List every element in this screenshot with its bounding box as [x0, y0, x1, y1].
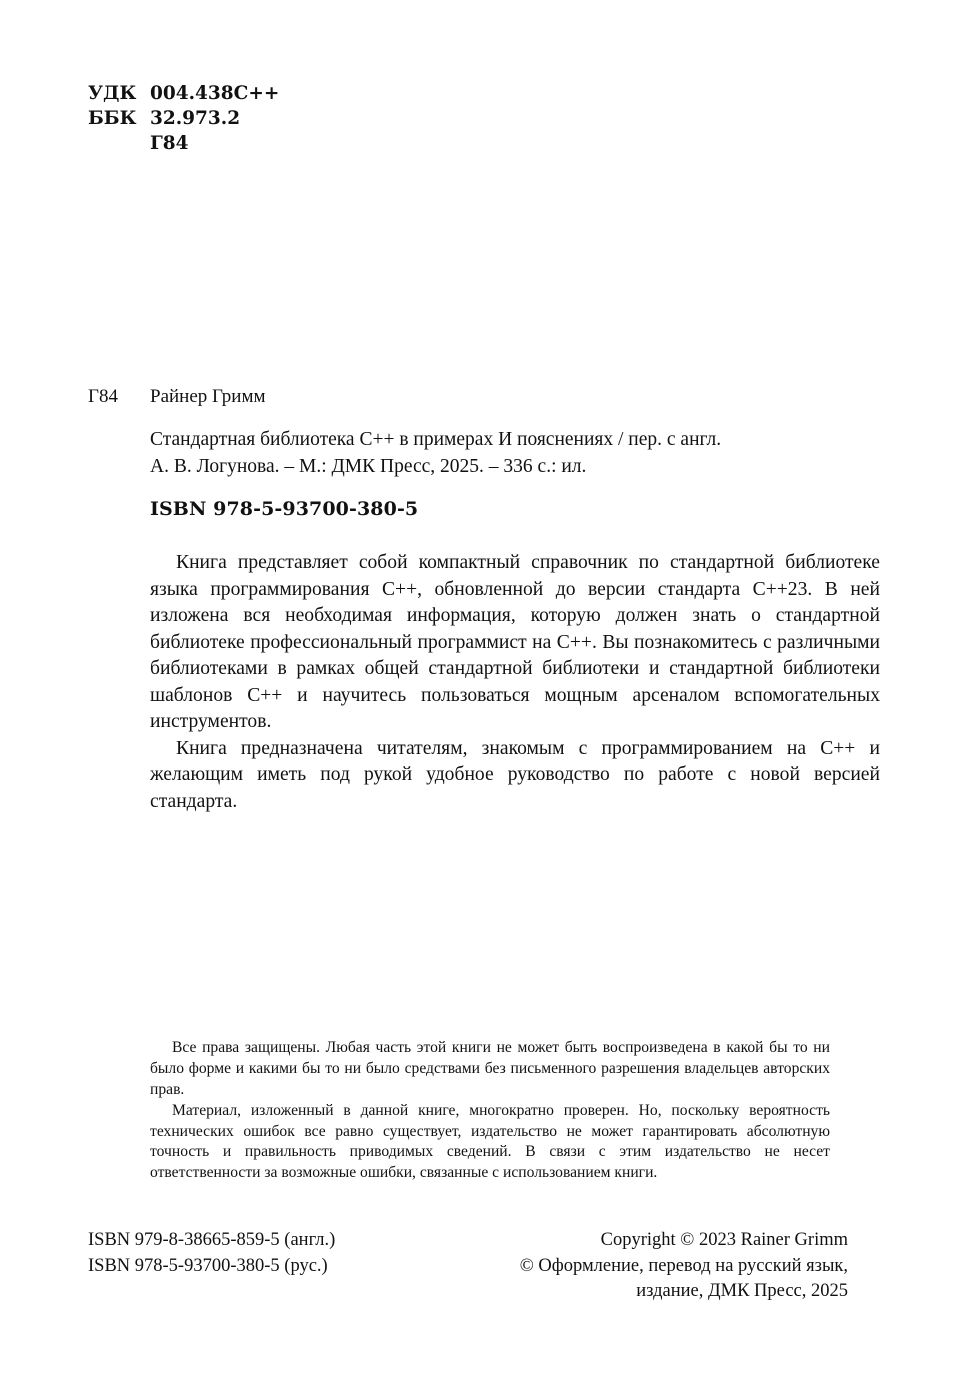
- record-description-line-1: Стандартная библиотека C++ в примерах И пояснениях / пер. с англ.: [150, 428, 722, 450]
- copyright-block: [88, 1228, 878, 1305]
- isbn-main: ISBN 978-5-93700-380-5: [150, 498, 419, 520]
- legal-paragraph: Материал, изложенный в данной книге, многократно проверен. Но, поскольку вероятность технических ошибок все равно существует, издательство не может гарантировать абсолютную точность и правильность приводимых сведений. В связи с этим издательство не несет ответственности за возможные ошибки, связанные с использованием книги.: [150, 1101, 830, 1182]
- bibliographic-record: [88, 385, 878, 481]
- bbk-row: [88, 107, 279, 132]
- record-sigla: Г84: [88, 386, 118, 407]
- udk-label: УДК: [88, 83, 137, 104]
- author-sign-row: [88, 132, 279, 157]
- copyright-list: [478, 1228, 878, 1305]
- bbk-label: ББК: [88, 107, 137, 129]
- udk-value: 004.438С++: [150, 83, 280, 104]
- copyright-translation-line-1: © Оформление, перевод на русский язык,: [519, 1255, 848, 1276]
- record-author: Райнер Гримм: [150, 386, 266, 407]
- udk-row: [88, 82, 279, 107]
- copyright-original: Copyright © 2023 Rainer Grimm: [600, 1230, 848, 1250]
- annotation-paragraph: Книга предназначена читателям, знакомым с программированием на C++ и желающим иметь под рукой удобное руководство по работе с новой версией стандарта.: [150, 737, 880, 812]
- legal-notice: [150, 1038, 830, 1184]
- author-sign-value: Г84: [150, 132, 189, 154]
- legal-paragraph: Все права защищены. Любая часть этой книги не может быть воспроизведена в какой бы то ни было форме и какими бы то ни было средствами без письменного разрешения владельцев авторских прав.: [150, 1039, 830, 1098]
- bbk-value: 32.973.2: [150, 107, 241, 129]
- classification-codes: [88, 82, 279, 157]
- isbn-russian: ISBN 978-5-93700-380-5 (рус.): [88, 1255, 328, 1276]
- annotation: [150, 550, 880, 815]
- isbn-english: ISBN 979-8-38665-859-5 (англ.): [88, 1230, 336, 1250]
- record-description-line-2: А. В. Логунова. – М.: ДМК Пресс, 2025. – 336 с.: ил.: [150, 456, 587, 478]
- annotation-paragraph: Книга представляет собой компактный справочник по стандартной библиотеке языка программирования C++, обновленной до версии стандарта C++23. В ней изложена вся необходимая информация, которую должен знать о стандартной библиотеке профессиональный программист на C++. Вы познакомитесь с различными библиотеками в рамках общей стандартной библиотеки и стандартной библиотеки шаблонов C++ и научитесь пользоваться мощным арсеналом вспомогательных инструментов.: [150, 552, 880, 733]
- isbn-list: [88, 1228, 478, 1305]
- copyright-translation-line-2: издание, ДМК Пресс, 2025: [636, 1281, 848, 1302]
- record-description: [88, 426, 878, 481]
- record-head: [88, 385, 878, 410]
